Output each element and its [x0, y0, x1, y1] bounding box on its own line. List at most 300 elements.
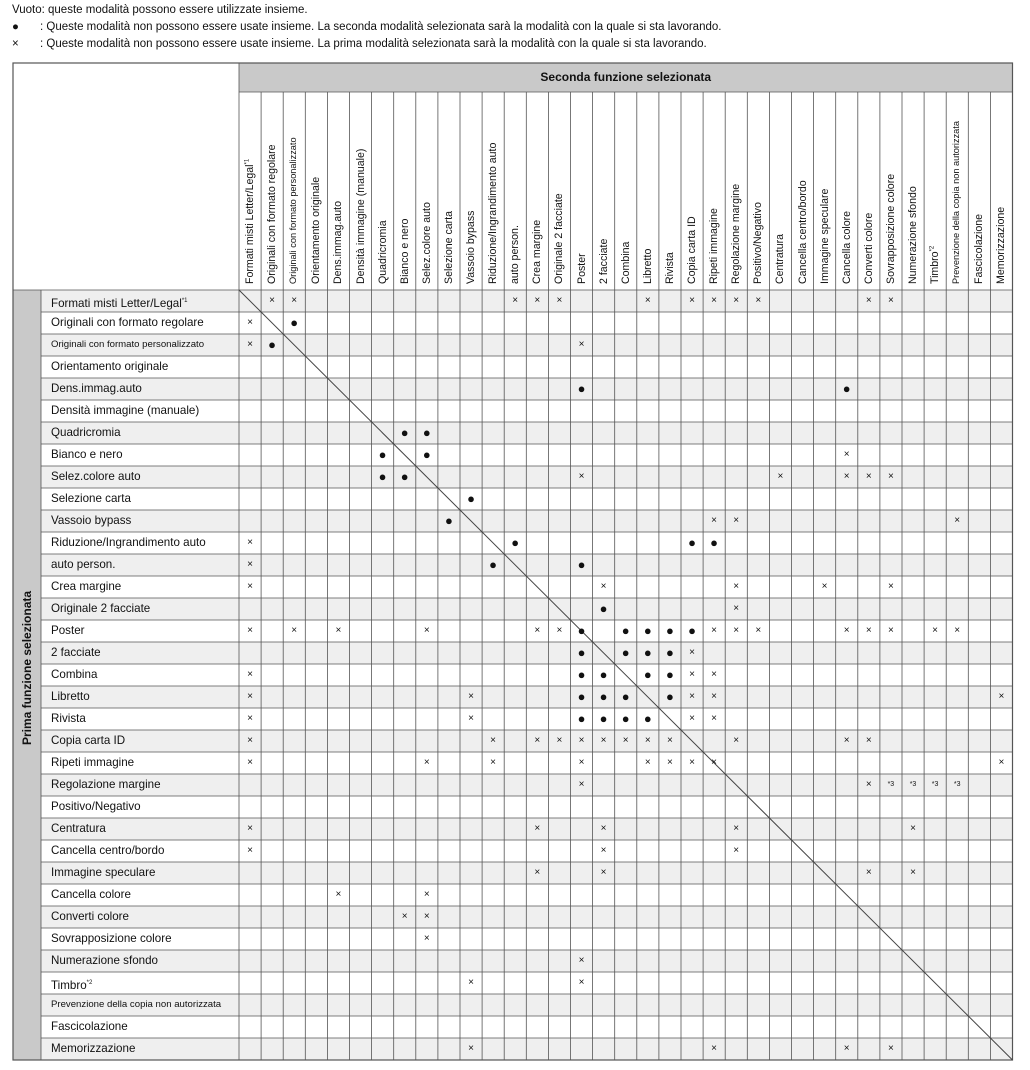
cross-mark: ×	[401, 911, 408, 922]
cross-mark: ×	[843, 449, 850, 460]
cross-mark: ×	[843, 471, 850, 482]
row-header	[51, 422, 121, 444]
dot-mark: ●	[577, 623, 586, 638]
dot-mark: ●	[422, 447, 431, 462]
cross-mark: ×	[666, 735, 673, 746]
row-header	[51, 356, 168, 378]
column-header	[841, 211, 853, 284]
column-header	[752, 202, 764, 284]
row-header-label: Sovrapposizione colore	[51, 932, 172, 945]
column-header	[332, 201, 344, 284]
footnote-3-mark: *3	[931, 781, 939, 788]
cross-mark: ×	[689, 757, 695, 768]
cross-mark: ×	[733, 823, 740, 834]
dot-mark: ●	[643, 645, 652, 660]
cross-mark: ×	[843, 735, 850, 746]
cross-mark: ×	[247, 669, 253, 680]
row-header-label: Immagine speculare	[51, 866, 156, 879]
cross-mark: ×	[468, 713, 474, 724]
cross-mark: ×	[887, 581, 894, 592]
column-header-label: Bianco e nero	[398, 218, 411, 284]
dot-mark: ●	[643, 711, 652, 726]
cross-mark: ×	[247, 757, 253, 768]
column-header-label: Immagine speculare	[818, 188, 831, 284]
column-header-label: Converti colore	[862, 212, 875, 284]
dot-mark: ●	[688, 535, 696, 550]
dot-mark: ●	[577, 557, 586, 572]
row-header	[51, 950, 158, 972]
row-header-label: Bianco e nero	[51, 448, 123, 461]
cross-mark: ×	[247, 691, 253, 702]
footnote-marker: *1	[181, 298, 188, 304]
row-header-label: Combina	[51, 668, 98, 681]
diagonal-line	[239, 290, 1013, 1060]
cross-mark: ×	[468, 691, 474, 702]
column-header	[642, 249, 654, 284]
row-header	[51, 620, 85, 642]
cross-mark: ×	[600, 867, 607, 878]
first-function-title: Prima funzione selezionata	[20, 590, 34, 745]
cross-mark: ×	[335, 889, 342, 900]
cross-mark: ×	[247, 845, 253, 856]
dot-mark: ●	[400, 469, 409, 484]
cross-mark: ×	[600, 581, 607, 592]
column-header-label: Positivo/Negativo	[752, 202, 765, 284]
column-header	[421, 202, 433, 284]
column-header	[774, 234, 786, 284]
dot-mark: ●	[621, 689, 630, 704]
dot-mark: ●	[422, 425, 431, 440]
row-header-label: Fascicolazione	[51, 1020, 128, 1033]
row-header-label: Libretto	[51, 690, 90, 703]
cross-mark: ×	[534, 735, 541, 746]
row-shade	[41, 554, 1013, 576]
row-header	[51, 840, 164, 862]
cross-mark: ×	[998, 757, 1005, 768]
cross-mark: ×	[247, 823, 253, 834]
cross-mark: ×	[490, 757, 497, 768]
cross-mark: ×	[887, 295, 894, 306]
dot-mark: ●	[643, 623, 652, 638]
row-shade	[41, 950, 1013, 972]
row-header	[51, 444, 123, 466]
row-header-label: Quadricromia	[51, 426, 121, 439]
column-header-label: 2 facciate	[597, 238, 610, 284]
cross-mark: ×	[755, 295, 762, 306]
row-shade	[41, 1038, 1013, 1060]
dot-mark: ●	[842, 381, 851, 396]
cross-mark: ×	[534, 867, 541, 878]
row-header-label: Selezione carta	[51, 492, 131, 505]
row-header-label: Originali con formato regolare	[51, 316, 204, 329]
column-header	[509, 225, 521, 284]
legend-line-empty: Vuoto: queste modalità possono essere utilizzate insieme.	[12, 4, 308, 16]
row-shade	[41, 906, 1013, 928]
row-header	[51, 576, 121, 598]
cross-mark: ×	[843, 625, 850, 636]
cross-mark: ×	[247, 735, 253, 746]
dot-mark: ●	[621, 711, 630, 726]
dot-mark: ●	[577, 645, 586, 660]
row-header-label: Cancella centro/bordo	[51, 844, 165, 857]
cross-mark: ×	[689, 647, 695, 658]
row-header	[51, 994, 221, 1016]
footnote-marker: *2	[86, 980, 93, 986]
row-header	[51, 664, 97, 686]
legend-line-dot: ● : Queste modalità non possono essere usate insieme. La seconda modalità selezionata sarà la modalità con la quale si sta lavorando.	[12, 21, 722, 33]
cross-mark: ×	[556, 295, 563, 306]
cross-mark: ×	[689, 295, 695, 306]
column-header-label: Quadricromia	[376, 220, 389, 284]
column-header	[553, 193, 565, 284]
row-header-label: 2 facciate	[51, 646, 101, 659]
column-header-label: Selezione carta	[442, 210, 455, 284]
cross-mark: ×	[865, 867, 872, 878]
column-header	[797, 180, 809, 284]
dot-mark: ●	[444, 513, 453, 528]
cross-mark: ×	[711, 757, 718, 768]
column-header-label: Rivista	[663, 252, 676, 284]
column-header	[288, 137, 298, 284]
cross-mark: ×	[534, 823, 541, 834]
cross-mark: ×	[247, 625, 253, 636]
cross-mark: ×	[556, 735, 563, 746]
column-header-label: Ripeti immagine	[708, 208, 721, 284]
column-header-label: Dens.immag.auto	[332, 200, 345, 284]
column-header-label: Centratura	[774, 233, 787, 284]
row-header-label: Formati misti Letter/Legal	[51, 296, 182, 310]
row-header-label: Prevenzione della copia non autorizzata	[51, 999, 222, 1010]
cross-mark: ×	[954, 515, 961, 526]
row-header-label: Riduzione/Ingrandimento auto	[51, 536, 206, 549]
dot-mark: ●	[643, 667, 652, 682]
footnote-3-mark: *3	[953, 781, 961, 788]
row-header-label: Positivo/Negativo	[51, 800, 141, 813]
column-header	[973, 214, 985, 284]
column-header-label: Formati misti Letter/Legal	[244, 164, 257, 284]
dot-mark: ●	[577, 381, 586, 396]
cross-mark: ×	[733, 603, 740, 614]
row-header	[51, 312, 204, 334]
cross-mark: ×	[910, 867, 916, 878]
row-shade	[41, 510, 1013, 532]
cross-mark: ×	[247, 713, 253, 724]
cross-mark: ×	[291, 625, 298, 636]
cross-mark: ×	[423, 757, 430, 768]
cross-mark: ×	[689, 691, 695, 702]
dot-mark: ●	[268, 337, 277, 352]
dot-mark: ●	[378, 447, 387, 462]
dot-mark: ●	[665, 667, 674, 682]
row-header-label: Ripeti immagine	[51, 756, 135, 769]
row-header	[51, 334, 204, 356]
column-header	[885, 174, 897, 284]
column-header	[399, 219, 411, 284]
cross-mark: ×	[423, 889, 430, 900]
row-header	[51, 818, 106, 840]
column-header-label: Originali con formato regolare	[266, 144, 279, 284]
cross-mark: ×	[733, 845, 740, 856]
dot-mark: ●	[621, 623, 630, 638]
cross-mark: ×	[556, 625, 563, 636]
column-header	[310, 177, 322, 284]
column-header	[443, 211, 455, 284]
dot-mark: ●	[577, 667, 586, 682]
cross-mark: ×	[733, 515, 740, 526]
cross-mark: ×	[468, 1043, 474, 1054]
cross-mark: ×	[666, 757, 673, 768]
row-header	[51, 1016, 128, 1038]
cross-mark: ×	[247, 559, 253, 570]
cross-mark: ×	[578, 339, 585, 350]
row-header	[51, 928, 172, 950]
column-header-label: Memorizzazione	[995, 206, 1008, 284]
cross-mark: ×	[247, 317, 253, 328]
row-shade	[41, 422, 1013, 444]
column-header-label: Copia carta ID	[686, 216, 699, 284]
row-header	[51, 730, 125, 752]
column-header	[863, 213, 875, 284]
dot-mark: ●	[489, 557, 498, 572]
cross-mark: ×	[644, 735, 651, 746]
dot-mark: ●	[599, 667, 608, 682]
column-header	[620, 242, 632, 284]
row-header-label: auto person.	[51, 558, 116, 571]
footnote-3-mark: *3	[909, 781, 917, 788]
row-header-label: Timbro	[51, 978, 87, 992]
column-header-label: Riduzione/Ingrandimento auto	[487, 142, 500, 284]
column-header	[598, 239, 610, 284]
column-header	[576, 253, 588, 284]
cross-mark: ×	[733, 581, 740, 592]
dot-mark: ●	[665, 645, 674, 660]
column-header	[244, 159, 256, 284]
row-header-label: Dens.immag.auto	[51, 382, 142, 395]
cross-mark: ×	[887, 625, 894, 636]
cross-mark: ×	[954, 625, 961, 636]
cross-mark: ×	[998, 691, 1005, 702]
cross-mark: ×	[490, 735, 497, 746]
cross-mark: ×	[534, 295, 541, 306]
cross-mark: ×	[711, 295, 718, 306]
row-header-label: Orientamento originale	[51, 360, 169, 373]
column-header	[730, 184, 742, 284]
row-header	[51, 510, 131, 532]
cross-mark: ×	[578, 735, 585, 746]
cross-mark: ×	[423, 625, 430, 636]
row-header	[51, 532, 206, 554]
column-header-label: Cancella centro/bordo	[796, 180, 809, 284]
row-header	[51, 598, 150, 620]
cross-mark: ×	[247, 581, 253, 592]
cross-mark: ×	[600, 845, 607, 856]
cross-mark: ×	[910, 823, 916, 834]
row-header-label: Originale 2 facciate	[51, 602, 151, 615]
row-header-label: Crea margine	[51, 580, 122, 593]
column-header	[708, 208, 720, 284]
cross-mark: ×	[932, 625, 939, 636]
dot-mark: ●	[599, 711, 608, 726]
column-header	[995, 207, 1007, 284]
cross-mark: ×	[865, 295, 872, 306]
row-header-label: Centratura	[51, 822, 106, 835]
column-header-label: Orientamento originale	[310, 176, 323, 284]
cross-mark: ×	[644, 757, 651, 768]
column-header-label: Fascicolazione	[973, 213, 986, 284]
row-header	[51, 466, 141, 488]
row-header	[51, 400, 199, 422]
row-header-label: Copia carta ID	[51, 734, 126, 747]
column-header-label: Regolazione margine	[730, 183, 743, 284]
dot-mark: ●	[688, 623, 696, 638]
row-header-label: Poster	[51, 624, 85, 637]
column-header	[907, 186, 919, 284]
column-header-label: Selez.colore auto	[420, 202, 433, 284]
column-header-label: Timbro	[929, 251, 942, 284]
second-function-title: Seconda funzione selezionata	[540, 70, 712, 84]
cross-mark: ×	[777, 471, 784, 482]
footnote-3-mark: *3	[887, 781, 895, 788]
row-header-label: Selez.colore auto	[51, 470, 141, 483]
column-header-label: Originale 2 facciate	[553, 193, 566, 284]
dot-mark: ●	[710, 535, 719, 550]
cross-mark: ×	[865, 779, 872, 790]
row-header-label: Densità immagine (manuale)	[51, 404, 200, 417]
row-header	[51, 686, 90, 708]
row-header	[51, 1038, 135, 1060]
cross-mark: ×	[689, 669, 695, 680]
row-header-label: Rivista	[51, 712, 86, 725]
cross-mark: ×	[600, 823, 607, 834]
row-header	[51, 862, 155, 884]
cross-mark: ×	[733, 625, 740, 636]
row-header	[51, 884, 131, 906]
legend-line-cross: × : Queste modalità non possono essere usate insieme. La prima modalità selezionata sarà la modalità con la quale si sta lavorando.	[12, 38, 707, 50]
column-header-label: Numerazione sfondo	[907, 186, 920, 284]
cross-mark: ×	[269, 295, 276, 306]
column-header	[266, 144, 278, 284]
dot-mark: ●	[290, 315, 299, 330]
cross-mark: ×	[534, 625, 541, 636]
row-header	[51, 708, 86, 730]
dot-mark: ●	[400, 425, 409, 440]
row-header-label: Vassoio bypass	[51, 514, 132, 527]
row-header	[51, 752, 134, 774]
row-header-label: Regolazione margine	[51, 778, 161, 791]
row-shade	[41, 598, 1013, 620]
row-header	[51, 906, 129, 928]
row-header	[51, 488, 131, 510]
column-header	[377, 220, 389, 284]
dot-mark: ●	[577, 711, 586, 726]
cross-mark: ×	[578, 471, 585, 482]
cross-mark: ×	[733, 295, 740, 306]
cross-mark: ×	[711, 669, 718, 680]
cross-mark: ×	[711, 691, 718, 702]
footnote-marker: *2	[929, 245, 936, 252]
column-header-label: Crea margine	[531, 219, 544, 284]
column-header	[487, 143, 499, 284]
column-header-label: Sovrapposizione colore	[884, 173, 897, 284]
cross-mark: ×	[335, 625, 342, 636]
dot-mark: ●	[665, 689, 674, 704]
row-shade	[41, 378, 1013, 400]
column-header	[819, 189, 831, 284]
cross-mark: ×	[644, 295, 651, 306]
cross-mark: ×	[711, 713, 718, 724]
cross-mark: ×	[512, 295, 519, 306]
cross-mark: ×	[578, 779, 585, 790]
cross-mark: ×	[622, 735, 629, 746]
dot-mark: ●	[599, 601, 608, 616]
row-header-label: Numerazione sfondo	[51, 954, 158, 967]
cross-mark: ×	[711, 515, 718, 526]
row-header	[51, 378, 142, 400]
column-header	[531, 220, 543, 284]
row-shade	[41, 642, 1013, 664]
dot-mark: ●	[511, 535, 520, 550]
cross-mark: ×	[291, 295, 298, 306]
cross-mark: ×	[711, 1043, 718, 1054]
cross-mark: ×	[733, 735, 740, 746]
column-header	[355, 149, 367, 284]
cross-mark: ×	[887, 471, 894, 482]
column-header-label: Poster	[575, 253, 588, 284]
cross-mark: ×	[247, 537, 253, 548]
footnote-marker: *1	[244, 158, 251, 165]
cross-mark: ×	[821, 581, 828, 592]
row-header-label: Originali con formato personalizzato	[51, 339, 205, 350]
column-header	[664, 252, 676, 284]
row-header	[51, 796, 141, 818]
column-header-label: Cancella colore	[840, 210, 853, 284]
column-header-label: Originali con formato personalizzato	[288, 137, 299, 284]
cross-mark: ×	[865, 735, 872, 746]
row-header	[51, 554, 115, 576]
cross-mark: ×	[865, 625, 872, 636]
dot-mark: ●	[665, 623, 674, 638]
cross-mark: ×	[689, 713, 695, 724]
row-header-label: Cancella colore	[51, 888, 131, 901]
column-header-label: Vassoio bypass	[465, 210, 478, 284]
column-header	[951, 121, 961, 284]
cross-mark: ×	[865, 471, 872, 482]
cross-mark: ×	[887, 1043, 894, 1054]
cross-mark: ×	[578, 757, 585, 768]
cross-mark: ×	[468, 977, 474, 988]
column-header	[465, 211, 477, 284]
dot-mark: ●	[577, 689, 586, 704]
cross-mark: ×	[247, 339, 253, 350]
column-header-label: auto person.	[509, 225, 522, 284]
row-header	[51, 642, 101, 664]
dot-mark: ●	[378, 469, 387, 484]
column-header	[686, 216, 698, 284]
cross-mark: ×	[600, 735, 607, 746]
cross-mark: ×	[711, 625, 718, 636]
cross-mark: ×	[578, 977, 585, 988]
column-header	[929, 246, 941, 284]
cross-mark: ×	[755, 625, 762, 636]
dot-mark: ●	[467, 491, 475, 506]
column-header-label: Prevenzione della copia non autorizzata	[951, 121, 962, 284]
cross-mark: ×	[423, 933, 430, 944]
dot-mark: ●	[599, 689, 608, 704]
dot-mark: ●	[621, 645, 630, 660]
cross-mark: ×	[843, 1043, 850, 1054]
column-header-label: Densità immagine (manuale)	[354, 148, 367, 284]
column-header-label: Libretto	[641, 248, 654, 284]
